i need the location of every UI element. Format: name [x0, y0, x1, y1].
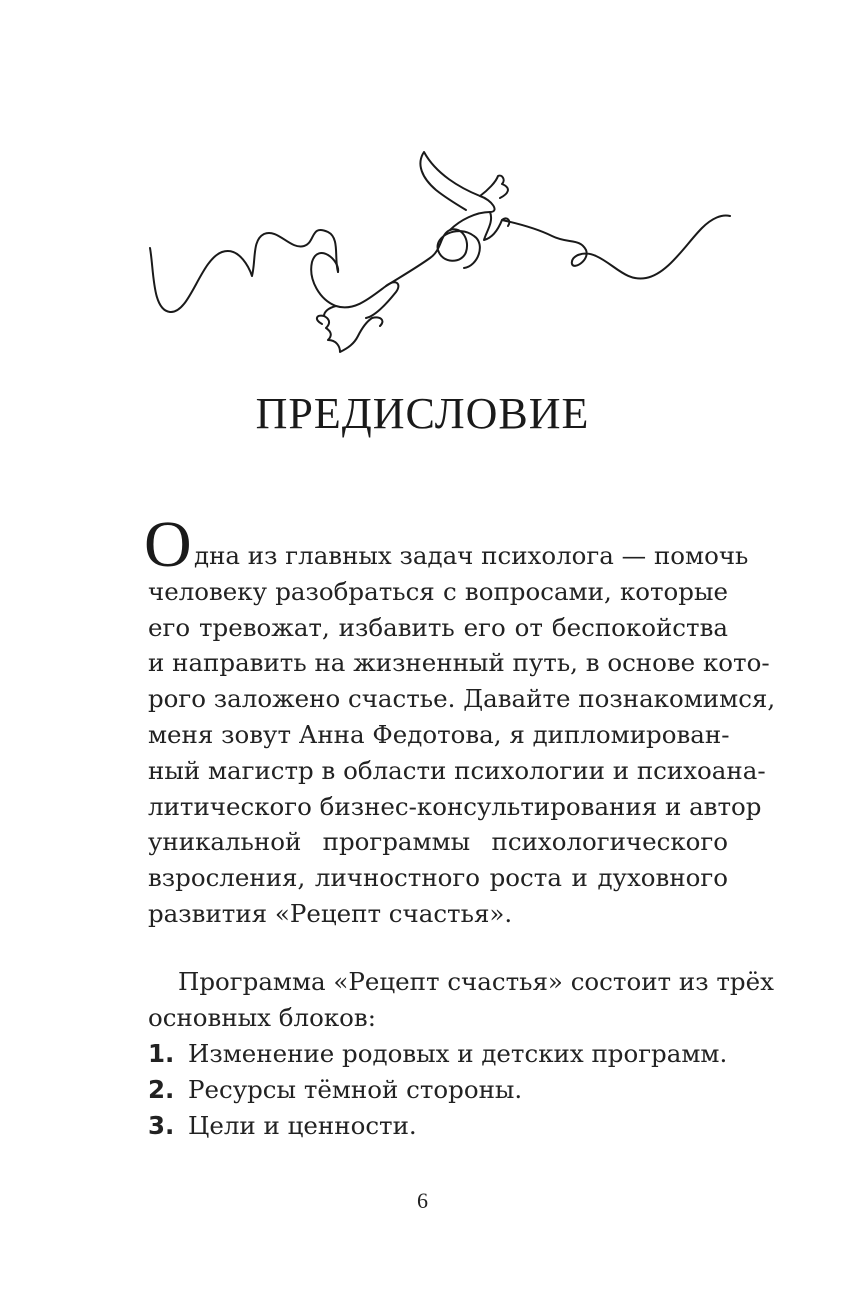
paragraph-line-text: взросления, личностного роста и духовного	[148, 863, 728, 893]
paragraph-line-text: литического бизнес-консультирования и автор	[148, 791, 762, 821]
paragraph-line-text: и направить на жизненный путь, в основе кото-	[148, 648, 770, 678]
paragraph-line	[148, 753, 766, 789]
paragraph-line	[148, 610, 728, 646]
paragraph-line	[148, 860, 728, 896]
list-item-number: 3.	[148, 1110, 175, 1140]
paragraph-line	[148, 789, 762, 825]
paragraph-line-text: человеку разобраться с вопросами, которые	[148, 576, 728, 606]
paragraph-line-text: развития «Рецепт счастья».	[148, 898, 513, 928]
paragraph-line-text: основных блоков:	[148, 1002, 376, 1032]
paragraph-line	[148, 824, 728, 860]
page-number: 6	[417, 1188, 428, 1213]
paragraph-program	[148, 964, 774, 1036]
paragraph-line-text: меня зовут Анна Федотова, я дипломирован-	[148, 719, 730, 749]
list-item-text: Цели и ценности.	[188, 1110, 417, 1140]
list-item	[148, 1108, 728, 1144]
paragraph-line-text: ный магистр в области психологии и психоана-	[148, 755, 766, 785]
paragraph-line	[148, 717, 728, 753]
list-item-text: Ресурсы тёмной стороны.	[188, 1074, 523, 1104]
paragraph-line	[148, 645, 770, 681]
paragraph-line-text: рого заложено счастье. Давайте познакомимся,	[148, 684, 776, 714]
paragraph-line-text: дна из главных задач психолога — помочь	[194, 541, 749, 570]
chapter-title: ПРЕДИСЛОВИЕ	[255, 389, 590, 438]
paragraph-line	[148, 574, 728, 610]
paragraph-line-text: его тревожат, избавить его от беспокойства	[148, 612, 728, 642]
list-item-number: 1.	[148, 1039, 175, 1068]
list-item-number: 2.	[148, 1074, 175, 1104]
program-blocks-list	[148, 1036, 728, 1143]
paragraph-line	[148, 681, 776, 717]
paragraph-line-text: Программа «Рецепт счастья» состоит из трёх	[178, 967, 774, 996]
paragraph-line	[148, 1000, 728, 1036]
paragraph-line	[148, 964, 774, 1000]
list-item-text: Изменение родовых и детских программ.	[188, 1039, 728, 1068]
list-item	[148, 1072, 728, 1108]
drop-cap: О	[144, 508, 192, 581]
list-item	[148, 1036, 728, 1072]
paragraph-intro	[144, 508, 776, 932]
paragraph-line-text: уникальной программы психологического	[148, 827, 728, 857]
doves-line-art-icon	[140, 140, 735, 360]
paragraph-line	[144, 508, 749, 581]
paragraph-line	[148, 896, 728, 932]
